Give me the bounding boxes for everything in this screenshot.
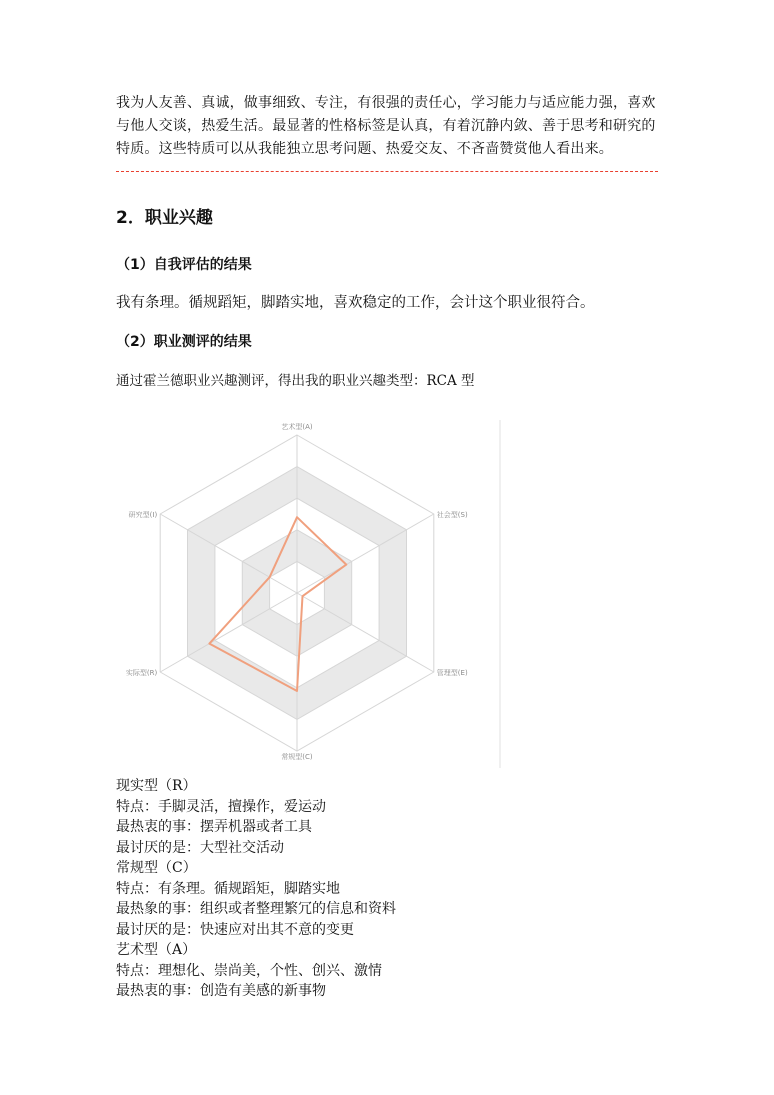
type-note-line: 艺术型（A） <box>116 942 197 958</box>
type-note-line: 特点：手脚灵活，擅操作，爱运动 <box>116 798 326 815</box>
radar-axis-label: 常规型(C) <box>281 753 313 761</box>
type-note-line: 最热象的事：组织或者整理繁冗的信息和资料 <box>116 901 396 917</box>
self-result-text: 我有条理。循规蹈矩，脚踏实地，喜欢稳定的工作，会计这个职业很符合。 <box>116 295 595 311</box>
radar-axis-label: 管理型(E) <box>436 669 468 677</box>
section-heading: 2．职业兴趣 <box>116 208 213 228</box>
type-note-line: 特点：理想化、崇尚美，个性、创兴、激情 <box>116 962 382 979</box>
radar-axis-label: 艺术型(A) <box>281 423 313 431</box>
radar-axis-label: 实际型(R) <box>125 669 158 677</box>
holland-radar-chart <box>116 418 506 770</box>
type-note-line: 最热衷的事：创造有美感的新事物 <box>116 983 326 999</box>
test-result-text: 通过霍兰德职业兴趣测评，得出我的职业兴趣类型：RCA 型 <box>116 373 475 389</box>
type-note-line: 常规型（C） <box>116 860 197 876</box>
subsection-self-heading: （1）自我评估的结果 <box>116 257 252 273</box>
subsection-test-heading: （2）职业测评的结果 <box>116 334 252 350</box>
type-note-line: 最讨厌的是：大型社交活动 <box>116 839 284 856</box>
radar-svg <box>116 418 506 770</box>
type-note-line: 最讨厌的是：快速应对出其不意的变更 <box>116 921 354 938</box>
dashed-divider <box>116 171 658 172</box>
type-note-line: 最热衷的事：摆弄机器或者工具 <box>116 819 312 835</box>
type-note-line: 现实型（R） <box>116 778 197 794</box>
radar-axis-label: 研究型(I) <box>128 511 158 519</box>
type-notes-list <box>116 776 676 1002</box>
intro-paragraph: 我为人友善、真诚，做事细致、专注，有很强的责任心，学习能力与适应能力强，喜欢与他人交谈，热爱生活。最显著的性格标签是认真，有着沉静内敛、善于思考和研究的特质。这些特质可以从我能独立思考问题、热爱交友、不吝啬赞赏他人看出来。 <box>116 95 656 157</box>
radar-axis-label: 社会型(S) <box>436 511 468 519</box>
type-note-line: 特点：有条理。循规蹈矩，脚踏实地 <box>116 880 340 897</box>
